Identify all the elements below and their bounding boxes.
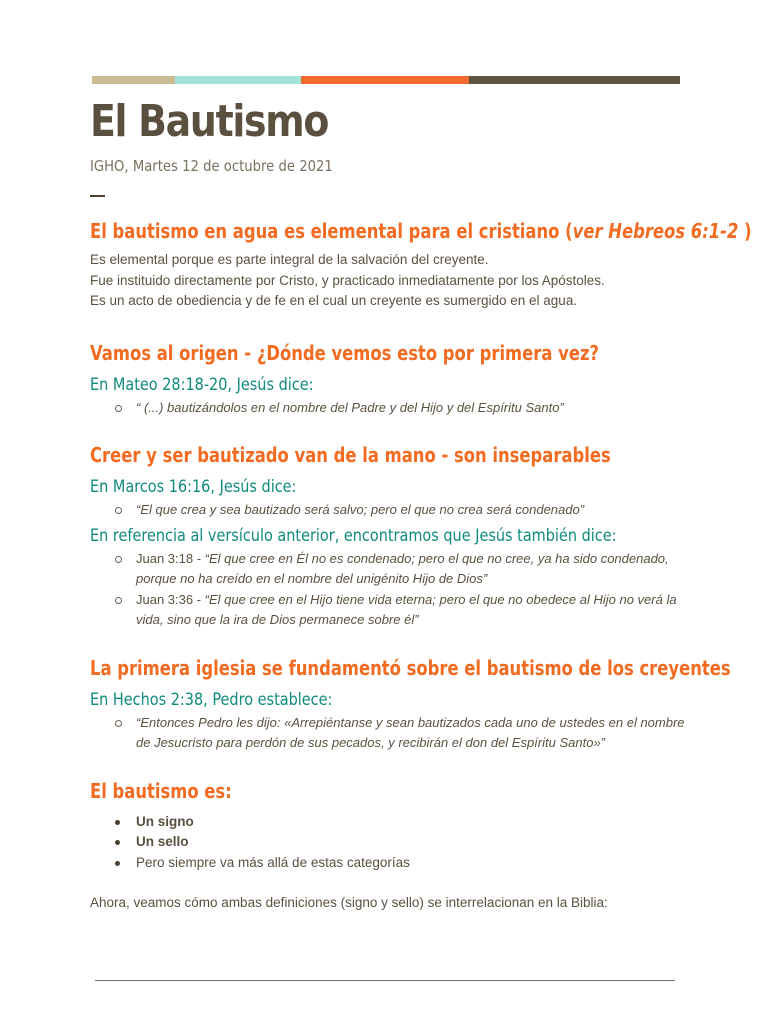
quote-item: “ (...) bautizándolos en el nombre del Padre y del Hijo y del Espíritu Santo” [90,398,696,419]
quote-item: “Entonces Pedro les dijo: «Arrepiéntanse y sean bautizados cada uno de ustedes en el nombre de Jesucristo para perdón de sus pecados, y recibirán el don del Espíritu Santo»” [90,713,696,754]
color-bar-segment-brown [469,76,680,84]
section-heading-first-church: La primera iglesia se fundamentó sobre el bautismo de los creyentes [90,655,731,680]
quote-list [90,398,690,419]
page-title: El Bautismo [90,96,329,147]
quote-list [90,713,690,754]
color-bar [92,76,680,84]
bullet-item: Un signo [90,812,690,833]
paragraph-line: Fue instituido directamente por Cristo, y practicado inmediatamente por los Apóstoles. [90,272,605,288]
quote-item [90,590,696,631]
color-bar-segment-tan [92,76,175,84]
subheading-reference: En referencia al versículo anterior, encontramos que Jesús también dice: [90,525,617,546]
title-dash-divider [90,195,105,197]
quote-ref: Juan 3:18 - [136,550,205,566]
section-heading-origin: Vamos al origen - ¿Dónde vemos esto por primera vez? [90,340,600,365]
subheading-hechos: En Hechos 2:38, Pedro establece: [90,689,333,710]
paragraph-line: Es elemental porque es parte integral de la salvación del creyente. [90,252,489,267]
color-bar-segment-orange [301,76,469,84]
quote-list [90,549,690,631]
quote-text: “El que cree en Él no es condenado; pero el que no cree, ya ha sido condenado, porque no ha creído en el nombre del unigénito Hijo de Dios” [136,550,669,586]
subheading-mateo: En Mateo 28:18-20, Jesús dice: [90,374,314,395]
footer-divider [95,980,675,981]
color-bar-segment-aqua [175,76,301,84]
bullet-item: Un sello [90,832,690,853]
heading-text: El bautismo en agua es elemental para el cristiano ( [90,219,573,243]
bullet-item: Pero siempre va más allá de estas categorías [90,853,690,874]
document-body [90,216,752,914]
closing-paragraph: Ahora, veamos cómo ambas definiciones (signo y sello) se interrelacionan en la Biblia: [90,895,608,910]
page-subtitle: IGHO, Martes 12 de octubre de 2021 [90,157,333,175]
section-heading-inseparable: Creer y ser bautizado van de la mano - son inseparables [90,443,611,467]
paragraph-line: Es un acto de obediencia y de fe en el cual un creyente es sumergido en el agua. [90,293,578,308]
quote-text: “El que cree en el Hijo tiene vida eterna; pero el que no obedece al Hijo no verá la vida, sino que la ira de Dios permanece sobre él” [136,591,677,627]
heading-text-end: ) [738,219,752,243]
quote-ref: Juan 3:36 - [136,591,205,607]
section-heading-elemental [90,216,752,246]
quote-item: “El que crea y sea bautizado será salvo; pero el que no crea será condenado” [90,500,696,521]
section-heading-baptism-is: El bautismo es: [90,778,232,803]
subheading-marcos: En Marcos 16:16, Jesús dice: [90,477,297,497]
bullet-list [90,812,690,874]
heading-scripture-ref: ver Hebreos 6:1-2 [572,219,739,243]
quote-list [90,500,690,521]
quote-item [90,549,696,590]
